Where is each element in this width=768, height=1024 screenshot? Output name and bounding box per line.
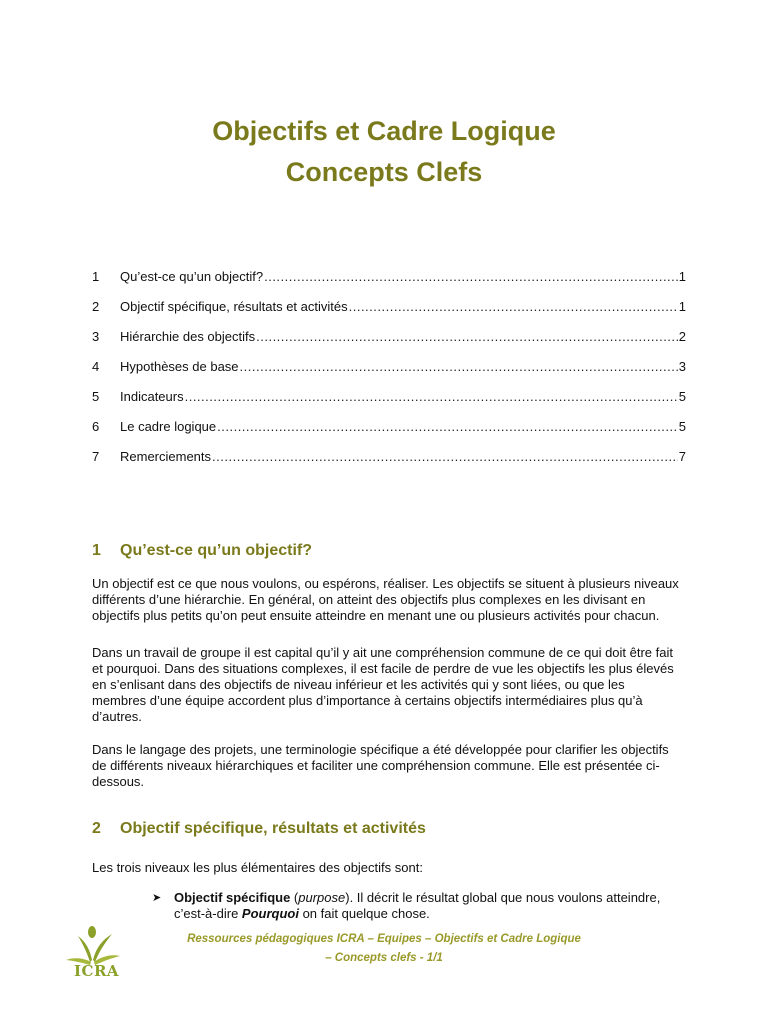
toc-number: 1 bbox=[92, 269, 100, 284]
toc-label: Le cadre logique bbox=[120, 419, 217, 434]
toc-leader-dots bbox=[256, 322, 678, 352]
toc-leader-dots bbox=[349, 292, 678, 322]
bullet-desc-end: on fait quelque chose. bbox=[298, 906, 430, 921]
toc-leader-dots bbox=[185, 382, 678, 412]
toc-number: 3 bbox=[92, 329, 100, 344]
paragraph: Dans le langage des projets, une terminologie spécifique a été développée pour clarifier les objectifs de différents niveaux hiérarchiques et faciliter une compréhension commune. Elle est présentée ci-dessous. bbox=[92, 742, 669, 789]
toc-page-number: 5 bbox=[678, 389, 686, 404]
toc-entry[interactable] bbox=[92, 322, 686, 352]
toc-leader-dots bbox=[212, 442, 678, 472]
bullet-text bbox=[174, 890, 672, 922]
toc-entry[interactable] bbox=[92, 262, 686, 292]
toc-number: 5 bbox=[92, 389, 100, 404]
toc-entry[interactable] bbox=[92, 382, 686, 412]
paragraph: Un objectif est ce que nous voulons, ou espérons, réaliser. Les objectifs se situent à plusieurs niveaux différents d’une hiérarchie. En général, on atteint des objectifs plus complexes en les divisant en objectifs plus petits qu’on peut ensuite atteindre en menant une ou plusieurs activités pour chacun. bbox=[92, 576, 679, 623]
section-heading bbox=[92, 542, 312, 560]
toc-label: Objectif spécifique, résultats et activités bbox=[120, 299, 348, 314]
bullet-desc: ). Il décrit le résultat global que nous voulons atteindre, c’est-à-dire bbox=[174, 890, 661, 921]
toc-number: 7 bbox=[92, 449, 100, 464]
toc-leader-dots bbox=[217, 412, 678, 442]
toc-label: Remerciements bbox=[120, 449, 212, 464]
toc-page-number: 7 bbox=[678, 449, 686, 464]
toc-entry[interactable] bbox=[92, 412, 686, 442]
document-title-line1: Objectifs et Cadre Logique bbox=[212, 116, 556, 146]
paragraph: Dans un travail de groupe il est capital qu’il y ait une compréhension commune de ce qui doit être fait et pourquoi. Dans des situations complexes, il est facile de perdre de vue les objectifs les plus élevés en s’enlisant dans des objectifs de niveau inférieur et les activités qui y sont liées, ou que les membres d’une équipe accordent plus d’importance à certains objectifs intermédiaires plus qu’à d’autres. bbox=[92, 645, 674, 724]
logo-text: ICRA bbox=[74, 962, 120, 980]
section-title: Objectif spécifique, résultats et activités bbox=[120, 820, 426, 837]
bullet-emphasis: Pourquoi bbox=[241, 906, 299, 921]
footer-line: Ressources pédagogiques ICRA – Equipes – Objectifs et Cadre Logique bbox=[187, 933, 581, 945]
toc-label: Qu’est-ce qu’un objectif? bbox=[120, 269, 264, 284]
paragraph: Les trois niveaux les plus élémentaires des objectifs sont: bbox=[92, 860, 423, 875]
section-heading bbox=[92, 820, 426, 838]
toc-page-number: 2 bbox=[678, 329, 686, 344]
toc-leader-dots bbox=[240, 352, 678, 382]
section-number: 2 bbox=[92, 820, 101, 837]
document-title-line2: Concepts Clefs bbox=[285, 157, 483, 187]
bullet-term: Objectif spécifique bbox=[174, 890, 291, 905]
bullet-term-english: purpose bbox=[298, 890, 346, 905]
toc-entry[interactable] bbox=[92, 292, 686, 322]
toc-number: 4 bbox=[92, 359, 100, 374]
bullet-item bbox=[152, 890, 672, 922]
toc-page-number: 1 bbox=[678, 269, 686, 284]
toc-label: Hiérarchie des objectifs bbox=[120, 329, 256, 344]
toc-page-number: 1 bbox=[678, 299, 686, 314]
toc-number: 2 bbox=[92, 299, 100, 314]
footer-line: – Concepts clefs - 1/1 bbox=[325, 952, 443, 964]
arrow-bullet-icon: ➤ bbox=[152, 892, 162, 904]
page-footer bbox=[140, 930, 628, 968]
toc-entry[interactable] bbox=[92, 442, 686, 472]
toc-number: 6 bbox=[92, 419, 100, 434]
toc-leader-dots bbox=[264, 262, 678, 292]
section-title: Qu’est-ce qu’un objectif? bbox=[120, 542, 313, 559]
toc-entry[interactable] bbox=[92, 352, 686, 382]
section-number: 1 bbox=[92, 542, 101, 559]
bullet-open-paren: ( bbox=[290, 890, 299, 905]
table-of-contents bbox=[92, 262, 686, 472]
toc-label: Hypothèses de base bbox=[120, 359, 239, 374]
toc-page-number: 3 bbox=[678, 359, 686, 374]
toc-label: Indicateurs bbox=[120, 389, 184, 404]
toc-page-number: 5 bbox=[678, 419, 686, 434]
